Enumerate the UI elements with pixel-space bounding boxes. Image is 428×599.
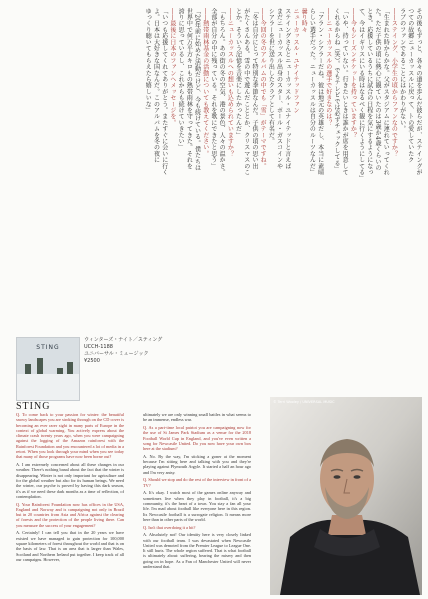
- japanese-text-column: まだニューカッスル出身のスター、ポール・ガスコインや: [275, 8, 283, 170]
- japanese-text-column: 「いつも応援してくれてありがとう。またすぐに会いに行く: [160, 8, 168, 176]
- album-price: ¥2500: [84, 358, 100, 364]
- snow-ground: [17, 374, 79, 400]
- japanese-text-column: ステイングさんとニューカッスル・ユナイテッドと言えば: [283, 8, 291, 170]
- japanese-text-column: ――ニューカッスルの選手で好きなのは？: [324, 8, 332, 126]
- japanese-text-column: ――熱帯雨林基金の活動についても教えてください。: [201, 8, 209, 157]
- japanese-text-column: ――今回の冬のアルバムの中でも「雪」がテーマですね。: [259, 8, 267, 170]
- interview-question: Q. Your Rainforest Foundation now has offices in the USA, England and Norway and is campaigning not only in Brazil but in 20 countries from Asia and Africa against the clearing of forests and the protection of the people living there. Can you measure the success of your engagement?: [16, 501, 124, 528]
- japanese-text-column: とき。応援しているうちに試合の日程を気にするようになっ: [365, 8, 373, 176]
- japanese-text-column: 「冬は自分にとって特別な季節なんだ。子供の頃の思い出: [250, 8, 258, 170]
- english-column-1: [16, 412, 124, 594]
- japanese-text-column: らしい選手だった。ニューカッスルは自分のルーツなんだ」: [308, 8, 316, 176]
- japanese-text-column: ラブのファンであることにはかわりがない。: [398, 8, 406, 132]
- sting-portrait-photo: [270, 397, 422, 595]
- album-cover-title: STING: [36, 344, 60, 351]
- japanese-text-column: 「生まれた時からかな。父がスタジアムに連れていってくれ: [382, 8, 390, 176]
- japanese-text-column: て、今はイギリスにいる時はなるべく観に行くようにしてる」: [357, 8, 365, 182]
- japanese-text-column: つての故郷ニューカッスルに戻って、トの愛していたク: [406, 8, 414, 163]
- japanese-text-column: その後もずっと、各々の道を歩んだ彼らだが、ステイングが: [415, 8, 422, 176]
- japanese-text-column: 「アラン・シアラーだね。彼は地元の英雄だし、本当に素晴: [316, 8, 324, 176]
- japanese-text-column: ――ニューカッスルへの想いも込められていますか？: [226, 8, 234, 157]
- album-label: ユニバーサル・ミュージック: [84, 351, 149, 357]
- portrait-illustration: [270, 397, 422, 595]
- interview-answer: ultimately we are only winning small battles in what seems to be an immense, endless war.: [143, 412, 251, 423]
- japanese-text-column: くれるからね（笑）。でもテレビでは必ずチェックしてる」: [332, 8, 340, 173]
- japanese-text-column: ――最後に日本のファンへメッセージを。: [168, 8, 176, 126]
- japanese-text-column: がたくさんある。雪の中で遊んだこととか、クリスマスのこ: [242, 8, 250, 176]
- japanese-text-column: 「もちろん。あの街の冬の空気、港の景色、人々の温かさ。: [218, 8, 226, 176]
- album-catalog-number: UCCH-1188: [84, 344, 113, 350]
- japanese-text-column: 「いや、持っていない。行きたいときは誰かが席を用意して: [341, 8, 349, 176]
- english-heading: STING: [16, 401, 51, 412]
- japanese-text-column: 世界中で何万平方キロもの熱帯雨林を守ってきた。それを: [185, 8, 193, 170]
- interview-answer: A. It's okay. I watch most of the games online anyway and sometimes live when they play in football, it's a big community, it's the heart of a town. You stay a fan all your life. I'm mad about football like everyone here in this region. Its Newcastle football is a surrogate religion. It means more here than in other parts of the world.: [143, 490, 251, 522]
- japanese-text-column: ゆっくり聴いてもらえたら嬉しいな」: [144, 8, 152, 114]
- interview-question: Q. As a part-time local patriot you are campaigning now for the use of St James Park Stadium as a venue for the 2018 Football World Cup in England, and you've even written a song for Newcastle United. Do you now have your own box here at the stadium?: [143, 424, 251, 452]
- interview-question: Q. To come back to your passion for winter: the beautiful snowy landscapes you are stroking through on the CD cover is becoming an ever rarer sight in many parts of Europe in the context of global warming. You actively express about the climate crash twenty years ago, when you were campaigning against the logging of the Amazon rainforest with the Rainforest Foundation and you encountered a lot of media in a retort. When you look through your mind when you see today that many of those programs have now been borne out?: [16, 412, 124, 460]
- interview-answer: A. Certainly! I can tell you that in the 20 years we have existed we have managed to gain protection for 100,000 square kilometers of forest throughout the world and that is on the basis of law. That is an area that is larger than Wales, Scotland and Northern Ireland put together. I keep track of all our campaigns. However,: [16, 530, 124, 562]
- japanese-text-column: た。ただ子供の頃に熱心に観ていたのは3歳か4歳くらいの: [373, 8, 381, 172]
- album-caption: [84, 337, 162, 365]
- japanese-text-column: よ。日本は大好きな国なんだ。このアルバムを冬の夜に: [152, 8, 160, 163]
- interview-answer: A. No. By the way, I'm sticking a goner at the moment because I'm sitting here and talking with you and they're playing against Plymouth Argyle. It started a half an hour ago and I'm very antsy.: [143, 453, 251, 475]
- english-column-2: [143, 412, 251, 594]
- japanese-text-column: ニューカッスル・ユナイテッドファン: [291, 8, 299, 114]
- album-cover: [16, 337, 80, 401]
- japanese-text-column: とか。そういう記憶を音楽にしたかったんだ」: [234, 8, 242, 139]
- photo-credit: © Terri Wooley / UNIVERSAL MUSIC: [273, 400, 335, 404]
- japanese-text-column: 誇りに思っているし、これからも続けていきたい」: [177, 8, 185, 151]
- interview-answer: A. I am extremely concerned about all these changes in our weather. There's nothing banal about the fact that the winter is disappearing. Winter is not only important for agriculture and for the global weather but also for its human beings. We need the winter, our psyche is proved by having this dark season, it's as if we need these dark months as a time of reflection, of contemplation.: [16, 462, 124, 499]
- japanese-article-body: [16, 8, 422, 338]
- interview-question: Q. Isn't that overdoing it a bit?: [143, 524, 196, 530]
- interview-answer: A. Absolutely not! Our identity here is very closely linked with our football team. I was devastated when Newcastle United was demoted from the Premier League to League One. It still hurts. The whole region suffered. That is what football is ultimately about: suffering, bearing the misery and then going on in hope. As a Fan of Manchester United will never understand that.: [143, 532, 251, 570]
- japanese-text-column: 曇り時々: [300, 8, 308, 33]
- interview-question: Q. Should we stop and do the rest of the interview in front of a TV?: [143, 477, 251, 488]
- japanese-text-column: シアラーを世に送り出したクラブとして有名だ。: [267, 8, 275, 145]
- japanese-text-column: 全部が自分の中に残っている。それを歌にできたと思う」: [209, 8, 217, 170]
- japanese-text-column: ――ステイング、小学生の頃からファンなのですか？: [390, 8, 398, 157]
- japanese-text-column: 「20年前に始めた活動だけど、今も続けている。僕たちは: [193, 8, 201, 172]
- japanese-text-column: ――今もシーズンチケットを持っていますか？: [349, 8, 357, 139]
- album-caption-title: ウィンターズ・ナイト／スティング: [84, 337, 163, 343]
